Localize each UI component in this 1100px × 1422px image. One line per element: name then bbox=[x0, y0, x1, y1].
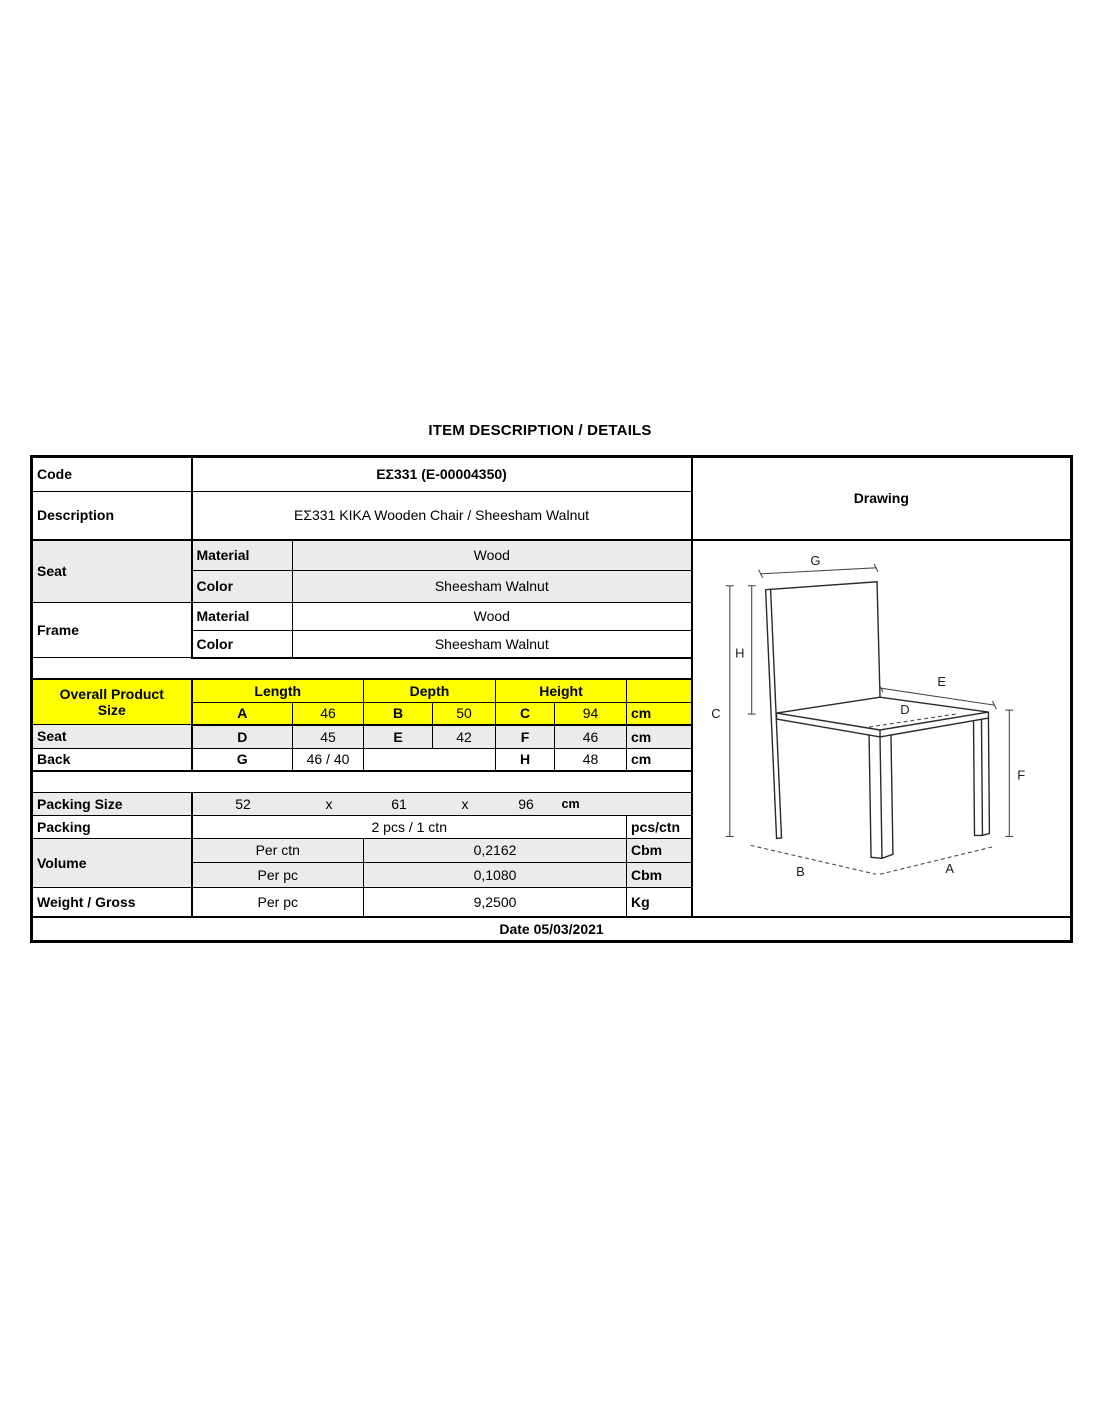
dim-value-cell: 48 bbox=[555, 749, 627, 771]
dim-value-cell: 94 bbox=[555, 703, 627, 725]
dim-value-cell: 42 bbox=[433, 725, 496, 749]
packing-size-label: Packing Size bbox=[32, 793, 192, 816]
frame-color-label: Color bbox=[192, 631, 293, 658]
dim-value-cell: 46 bbox=[293, 703, 364, 725]
dimension-lines bbox=[725, 563, 1012, 873]
frame-section-label: Frame bbox=[32, 603, 192, 658]
packing-size-depth: 61 bbox=[391, 795, 407, 812]
height-header: Height bbox=[496, 679, 627, 703]
seat-material-row bbox=[32, 540, 1072, 571]
overall-product-size-line1: Overall Product bbox=[59, 685, 164, 702]
dim-key-cell: D bbox=[192, 725, 293, 749]
packing-size-x: x bbox=[461, 795, 469, 812]
description-value: EΣ331 KIKA Wooden Chair / Sheesham Walnut bbox=[192, 492, 692, 540]
volume-label: Volume bbox=[32, 839, 192, 888]
dim-key-cell: C bbox=[496, 703, 555, 725]
packing-value: 2 pcs / 1 ctn bbox=[192, 816, 627, 839]
chair-lines bbox=[765, 581, 989, 858]
date-value: Date 05/03/2021 bbox=[32, 917, 1072, 942]
code-label: Code bbox=[32, 457, 192, 492]
weight-unit: Kg bbox=[627, 888, 692, 917]
seat-size-label: Seat bbox=[32, 725, 192, 749]
overall-product-size-label bbox=[32, 679, 192, 725]
dim-label-a: A bbox=[944, 860, 954, 876]
dim-unit-cell: cm bbox=[627, 703, 692, 725]
frame-color-value: Sheesham Walnut bbox=[293, 631, 692, 658]
overall-product-size-line2: Size bbox=[97, 701, 126, 718]
dim-label-e: E bbox=[936, 673, 946, 689]
code-value: EΣ331 (E-00004350) bbox=[192, 457, 692, 492]
per-ctn-label: Per ctn bbox=[192, 839, 364, 863]
volume-unit: Cbm bbox=[627, 839, 692, 863]
spacer-cell bbox=[32, 658, 692, 679]
packing-unit: pcs/ctn bbox=[627, 816, 692, 839]
packing-label: Packing bbox=[32, 816, 192, 839]
packing-size-x: x bbox=[325, 795, 333, 812]
dim-key-cell: A bbox=[192, 703, 293, 725]
dim-unit-cell: cm bbox=[627, 725, 692, 749]
frame-material-value: Wood bbox=[293, 603, 692, 631]
dim-key-cell: E bbox=[364, 725, 433, 749]
packing-size-unit: cm bbox=[561, 796, 580, 811]
back-size-label: Back bbox=[32, 749, 192, 771]
volume-unit: Cbm bbox=[627, 863, 692, 888]
dim-label-g: G bbox=[809, 552, 820, 568]
dim-value-cell: 50 bbox=[433, 703, 496, 725]
dim-key-cell: B bbox=[364, 703, 433, 725]
weight-sub-label: Per pc bbox=[192, 888, 364, 917]
unit-header-empty bbox=[627, 679, 692, 703]
dim-unit-cell: cm bbox=[627, 749, 692, 771]
dim-key-cell: G bbox=[192, 749, 293, 771]
weight-value: 9,2500 bbox=[364, 888, 627, 917]
per-ctn-value: 0,2162 bbox=[364, 839, 627, 863]
dim-label-d: D bbox=[899, 701, 910, 717]
seat-section-label: Seat bbox=[32, 540, 192, 603]
chair-drawing bbox=[693, 541, 1071, 916]
item-description-table bbox=[30, 455, 1073, 943]
spacer-cell bbox=[32, 771, 692, 793]
dim-key-cell: F bbox=[496, 725, 555, 749]
packing-size-grid bbox=[193, 796, 691, 812]
dim-key-cell: H bbox=[496, 749, 555, 771]
packing-size-height: 96 bbox=[518, 795, 534, 812]
seat-color-label: Color bbox=[192, 571, 293, 603]
length-header: Length bbox=[192, 679, 364, 703]
depth-header: Depth bbox=[364, 679, 496, 703]
description-label: Description bbox=[32, 492, 192, 540]
code-row bbox=[32, 457, 1072, 492]
seat-color-value: Sheesham Walnut bbox=[293, 571, 692, 603]
dim-value-cell: 46 bbox=[555, 725, 627, 749]
per-pc-label: Per pc bbox=[192, 863, 364, 888]
dim-value-cell: 45 bbox=[293, 725, 364, 749]
packing-size-values bbox=[192, 793, 692, 816]
dim-value-cell: 46 / 40 bbox=[293, 749, 364, 771]
page-title: ITEM DESCRIPTION / DETAILS bbox=[428, 422, 652, 439]
dimension-labels bbox=[711, 552, 1025, 878]
date-row bbox=[32, 917, 1072, 942]
dim-empty-cell bbox=[364, 749, 496, 771]
seat-material-label: Material bbox=[192, 540, 293, 571]
dim-label-b: B bbox=[795, 863, 805, 879]
frame-material-label: Material bbox=[192, 603, 293, 631]
dim-label-h: H bbox=[734, 644, 744, 660]
per-pc-value: 0,1080 bbox=[364, 863, 627, 888]
drawing-panel-title: Drawing bbox=[692, 457, 1072, 540]
dim-label-f: F bbox=[1016, 767, 1025, 783]
chair-drawing-cell bbox=[692, 540, 1072, 917]
weight-label: Weight / Gross bbox=[32, 888, 192, 917]
packing-size-length: 52 bbox=[235, 795, 251, 812]
dim-label-c: C bbox=[710, 705, 721, 721]
seat-material-value: Wood bbox=[293, 540, 692, 571]
